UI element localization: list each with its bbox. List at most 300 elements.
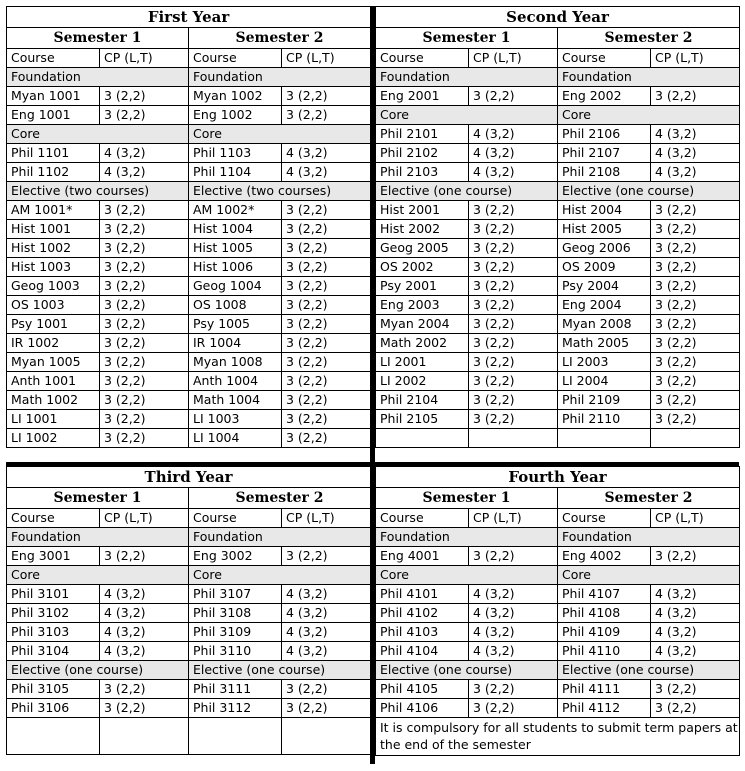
course-code: Math 1002 <box>7 391 100 410</box>
course-code: Phil 3101 <box>7 585 100 604</box>
credit-points: 3 (2,2) <box>100 277 189 296</box>
table-row <box>376 353 740 372</box>
table-row <box>7 699 371 718</box>
table-row <box>376 429 740 448</box>
course-code: Phil 3102 <box>7 604 100 623</box>
semester-title: Semester 2 <box>189 28 371 49</box>
category-label: Foundation <box>189 68 371 87</box>
semester-title: Semester 1 <box>376 28 558 49</box>
course-code: Phil 2109 <box>558 391 651 410</box>
course-code: AM 1001* <box>7 201 100 220</box>
credit-points: 4 (3,2) <box>469 585 558 604</box>
table-row <box>7 163 371 182</box>
credit-points: 3 (2,2) <box>651 680 740 699</box>
category-label: Foundation <box>7 68 189 87</box>
cp-header: CP (L,T) <box>100 49 189 68</box>
credit-points: 3 (2,2) <box>651 220 740 239</box>
credit-points: 3 (2,2) <box>100 699 189 718</box>
table-row <box>376 547 740 566</box>
table-row <box>7 661 371 680</box>
course-code: Eng 2003 <box>376 296 469 315</box>
cp-header: CP (L,T) <box>651 509 740 528</box>
course-code: Phil 4103 <box>376 623 469 642</box>
course-code: Phil 2104 <box>376 391 469 410</box>
course-code: LI 2002 <box>376 372 469 391</box>
credit-points: 4 (3,2) <box>100 163 189 182</box>
credit-points: 3 (2,2) <box>469 239 558 258</box>
course-code: Eng 2002 <box>558 87 651 106</box>
credit-points: 3 (2,2) <box>469 547 558 566</box>
cp-header: CP (L,T) <box>282 49 371 68</box>
course-code: Math 1004 <box>189 391 282 410</box>
curriculum-table <box>6 6 739 764</box>
credit-points: 3 (2,2) <box>651 201 740 220</box>
credit-points: 4 (3,2) <box>469 163 558 182</box>
course-code: LI 1003 <box>189 410 282 429</box>
course-code: Phil 4104 <box>376 642 469 661</box>
credit-points: 3 (2,2) <box>282 201 371 220</box>
category-label: Core <box>7 566 189 585</box>
credit-points: 3 (2,2) <box>651 87 740 106</box>
table-row <box>7 296 371 315</box>
course-code: Phil 4109 <box>558 623 651 642</box>
table-row <box>7 642 371 661</box>
credit-points: 3 (2,2) <box>282 410 371 429</box>
column-header-row <box>376 49 740 68</box>
credit-points: 3 (2,2) <box>282 547 371 566</box>
credit-points: 4 (3,2) <box>282 642 371 661</box>
course-code: Phil 3103 <box>7 623 100 642</box>
course-code: Phil 2102 <box>376 144 469 163</box>
course-code: Hist 2001 <box>376 201 469 220</box>
course-code: Geog 1003 <box>7 277 100 296</box>
credit-points: 4 (3,2) <box>282 585 371 604</box>
table-row <box>7 334 371 353</box>
course-code: Phil 1104 <box>189 163 282 182</box>
credit-points: 3 (2,2) <box>282 334 371 353</box>
table-row <box>7 353 371 372</box>
course-header: Course <box>189 49 282 68</box>
table-row <box>376 566 740 585</box>
empty-cell <box>282 718 371 755</box>
category-label: Elective (one course) <box>7 661 189 680</box>
credit-points: 3 (2,2) <box>282 258 371 277</box>
credit-points: 3 (2,2) <box>651 547 740 566</box>
credit-points: 3 (2,2) <box>100 239 189 258</box>
category-label: Foundation <box>376 528 558 547</box>
cp-header: CP (L,T) <box>469 49 558 68</box>
table-row <box>7 258 371 277</box>
category-label: Core <box>376 566 558 585</box>
course-code: Math 2005 <box>558 334 651 353</box>
course-code: Phil 4102 <box>376 604 469 623</box>
credit-points: 3 (2,2) <box>282 353 371 372</box>
table-row <box>7 429 371 448</box>
credit-points: 3 (2,2) <box>469 277 558 296</box>
credit-points: 3 (2,2) <box>651 410 740 429</box>
credit-points: 3 (2,2) <box>100 547 189 566</box>
credit-points: 3 (2,2) <box>469 334 558 353</box>
semester-title: Semester 1 <box>7 28 189 49</box>
credit-points: 4 (3,2) <box>651 623 740 642</box>
credit-points: 3 (2,2) <box>100 220 189 239</box>
table-row <box>376 182 740 201</box>
credit-points: 3 (2,2) <box>469 391 558 410</box>
category-label: Core <box>558 566 740 585</box>
credit-points: 3 (2,2) <box>100 353 189 372</box>
credit-points: 3 (2,2) <box>469 201 558 220</box>
course-code: Geog 1004 <box>189 277 282 296</box>
column-header-row <box>376 509 740 528</box>
course-code: LI 2001 <box>376 353 469 372</box>
term-paper-note: It is compulsory for all students to submit term papers at the end of the semester <box>376 718 740 756</box>
course-code: OS 1008 <box>189 296 282 315</box>
credit-points: 3 (2,2) <box>100 201 189 220</box>
course-code: Phil 3105 <box>7 680 100 699</box>
course-code: Phil 4106 <box>376 699 469 718</box>
semester-title: Semester 1 <box>376 488 558 509</box>
category-label: Elective (one course) <box>558 182 740 201</box>
semester-title: Semester 2 <box>558 488 740 509</box>
footer-row <box>7 718 371 755</box>
course-code: Eng 4002 <box>558 547 651 566</box>
credit-points: 4 (3,2) <box>282 623 371 642</box>
credit-points: 3 (2,2) <box>651 315 740 334</box>
semester-row <box>7 28 371 49</box>
course-code: Phil 4105 <box>376 680 469 699</box>
credit-points <box>469 429 558 448</box>
table-row <box>376 315 740 334</box>
credit-points: 4 (3,2) <box>651 585 740 604</box>
credit-points: 4 (3,2) <box>469 642 558 661</box>
table-row <box>376 144 740 163</box>
credit-points: 4 (3,2) <box>651 163 740 182</box>
credit-points: 4 (3,2) <box>469 125 558 144</box>
course-code: Myan 1002 <box>189 87 282 106</box>
table-row <box>7 220 371 239</box>
course-code: Phil 4110 <box>558 642 651 661</box>
second-year-table <box>375 6 740 448</box>
credit-points: 3 (2,2) <box>100 258 189 277</box>
course-code: OS 1003 <box>7 296 100 315</box>
column-header-row <box>7 49 371 68</box>
table-row <box>376 163 740 182</box>
credit-points: 3 (2,2) <box>651 239 740 258</box>
credit-points: 3 (2,2) <box>469 410 558 429</box>
course-code: Eng 1001 <box>7 106 100 125</box>
course-code <box>558 429 651 448</box>
course-code: Phil 4108 <box>558 604 651 623</box>
course-header: Course <box>376 509 469 528</box>
empty-cell <box>7 718 100 755</box>
table-row <box>7 604 371 623</box>
course-header: Course <box>376 49 469 68</box>
course-code: Phil 4111 <box>558 680 651 699</box>
credit-points: 3 (2,2) <box>469 372 558 391</box>
category-label: Elective (two courses) <box>7 182 189 201</box>
credit-points: 4 (3,2) <box>469 604 558 623</box>
cp-header: CP (L,T) <box>651 49 740 68</box>
year-title: Third Year <box>7 467 371 488</box>
course-code: Myan 2008 <box>558 315 651 334</box>
credit-points: 3 (2,2) <box>100 315 189 334</box>
credit-points: 3 (2,2) <box>282 372 371 391</box>
credit-points: 4 (3,2) <box>100 604 189 623</box>
empty-cell <box>189 718 282 755</box>
credit-points: 3 (2,2) <box>651 277 740 296</box>
table-row <box>7 201 371 220</box>
table-row <box>376 220 740 239</box>
credit-points: 3 (2,2) <box>469 315 558 334</box>
course-header: Course <box>7 509 100 528</box>
table-row <box>7 239 371 258</box>
semester-row <box>376 28 740 49</box>
credit-points: 4 (3,2) <box>651 144 740 163</box>
fourth-year-table <box>375 466 740 756</box>
table-row <box>7 680 371 699</box>
table-row <box>376 372 740 391</box>
course-code: Hist 2005 <box>558 220 651 239</box>
credit-points: 3 (2,2) <box>282 239 371 258</box>
course-code: Psy 2004 <box>558 277 651 296</box>
course-code: Hist 1004 <box>189 220 282 239</box>
credit-points: 4 (3,2) <box>100 623 189 642</box>
third-year-table <box>6 466 371 755</box>
table-row <box>376 277 740 296</box>
category-label: Elective (two courses) <box>189 182 371 201</box>
course-code: LI 1004 <box>189 429 282 448</box>
credit-points: 3 (2,2) <box>651 699 740 718</box>
credit-points: 3 (2,2) <box>469 296 558 315</box>
table-row <box>376 699 740 718</box>
credit-points: 3 (2,2) <box>100 372 189 391</box>
credit-points: 3 (2,2) <box>282 680 371 699</box>
credit-points: 3 (2,2) <box>100 410 189 429</box>
credit-points: 3 (2,2) <box>100 87 189 106</box>
table-row <box>7 277 371 296</box>
course-code: LI 1002 <box>7 429 100 448</box>
table-row <box>376 106 740 125</box>
credit-points: 3 (2,2) <box>651 372 740 391</box>
table-row <box>7 68 371 87</box>
course-code: Hist 2004 <box>558 201 651 220</box>
semester-row <box>376 488 740 509</box>
course-header: Course <box>558 509 651 528</box>
category-label: Foundation <box>376 68 558 87</box>
credit-points <box>651 429 740 448</box>
credit-points: 3 (2,2) <box>469 220 558 239</box>
course-code: Phil 1102 <box>7 163 100 182</box>
category-label: Foundation <box>558 528 740 547</box>
year-title-row <box>376 7 740 28</box>
category-label: Core <box>376 106 558 125</box>
course-code: Hist 2002 <box>376 220 469 239</box>
table-row <box>376 68 740 87</box>
year-title: First Year <box>7 7 371 28</box>
category-label: Elective (one course) <box>376 661 558 680</box>
credit-points: 4 (3,2) <box>469 144 558 163</box>
category-label: Elective (one course) <box>189 661 371 680</box>
course-code: Phil 2110 <box>558 410 651 429</box>
credit-points: 3 (2,2) <box>100 391 189 410</box>
first-year-table <box>6 6 371 448</box>
category-label: Foundation <box>7 528 189 547</box>
table-row <box>7 144 371 163</box>
course-code: OS 2009 <box>558 258 651 277</box>
category-label: Core <box>189 125 371 144</box>
course-code: Psy 1005 <box>189 315 282 334</box>
credit-points: 3 (2,2) <box>282 296 371 315</box>
course-code: Phil 3106 <box>7 699 100 718</box>
course-code: OS 2002 <box>376 258 469 277</box>
table-row <box>376 604 740 623</box>
category-label: Elective (one course) <box>376 182 558 201</box>
table-row <box>7 547 371 566</box>
footer-row <box>376 718 740 756</box>
course-code: Phil 1101 <box>7 144 100 163</box>
course-header: Course <box>558 49 651 68</box>
course-code: Phil 4101 <box>376 585 469 604</box>
course-header: Course <box>189 509 282 528</box>
credit-points: 4 (3,2) <box>651 125 740 144</box>
cp-header: CP (L,T) <box>100 509 189 528</box>
empty-cell <box>100 718 189 755</box>
course-code: Myan 1005 <box>7 353 100 372</box>
table-row <box>376 239 740 258</box>
credit-points: 3 (2,2) <box>469 699 558 718</box>
category-label: Elective (one course) <box>558 661 740 680</box>
course-code: Phil 2106 <box>558 125 651 144</box>
course-code: LI 1001 <box>7 410 100 429</box>
semester-title: Semester 2 <box>189 488 371 509</box>
semester-title: Semester 1 <box>7 488 189 509</box>
course-code: Hist 1005 <box>189 239 282 258</box>
year-title-row <box>7 7 371 28</box>
credit-points: 3 (2,2) <box>100 429 189 448</box>
table-row <box>376 661 740 680</box>
table-row <box>376 680 740 699</box>
table-row <box>7 182 371 201</box>
course-code: Phil 3110 <box>189 642 282 661</box>
course-code <box>376 429 469 448</box>
course-code: Hist 1003 <box>7 258 100 277</box>
course-code: Myan 2004 <box>376 315 469 334</box>
year-title-row <box>376 467 740 488</box>
credit-points: 3 (2,2) <box>100 334 189 353</box>
course-code: Eng 4001 <box>376 547 469 566</box>
table-row <box>376 296 740 315</box>
semester-title: Semester 2 <box>558 28 740 49</box>
table-row <box>376 334 740 353</box>
credit-points: 3 (2,2) <box>469 258 558 277</box>
table-row <box>376 391 740 410</box>
credit-points: 4 (3,2) <box>282 163 371 182</box>
table-row <box>376 258 740 277</box>
credit-points: 3 (2,2) <box>100 680 189 699</box>
table-row <box>376 87 740 106</box>
course-code: Phil 2105 <box>376 410 469 429</box>
credit-points: 4 (3,2) <box>100 585 189 604</box>
credit-points: 3 (2,2) <box>282 220 371 239</box>
table-row <box>7 623 371 642</box>
course-code: Phil 4107 <box>558 585 651 604</box>
cp-header: CP (L,T) <box>469 509 558 528</box>
credit-points: 3 (2,2) <box>651 258 740 277</box>
course-code: IR 1002 <box>7 334 100 353</box>
credit-points: 3 (2,2) <box>651 353 740 372</box>
table-row <box>7 566 371 585</box>
course-code: AM 1002* <box>189 201 282 220</box>
credit-points: 3 (2,2) <box>282 699 371 718</box>
credit-points: 3 (2,2) <box>651 334 740 353</box>
course-code: Phil 2108 <box>558 163 651 182</box>
year-title: Second Year <box>376 7 740 28</box>
course-code: Phil 3104 <box>7 642 100 661</box>
credit-points: 3 (2,2) <box>469 87 558 106</box>
credit-points: 4 (3,2) <box>100 144 189 163</box>
course-code: Geog 2006 <box>558 239 651 258</box>
table-row <box>376 201 740 220</box>
cp-header: CP (L,T) <box>282 509 371 528</box>
course-code: IR 1004 <box>189 334 282 353</box>
credit-points: 3 (2,2) <box>282 277 371 296</box>
horizontal-divider <box>6 462 739 466</box>
table-row <box>7 391 371 410</box>
course-header: Course <box>7 49 100 68</box>
course-code: Hist 1001 <box>7 220 100 239</box>
category-label: Foundation <box>558 68 740 87</box>
course-code: Eng 3001 <box>7 547 100 566</box>
course-code: Geog 2005 <box>376 239 469 258</box>
course-code: Phil 3111 <box>189 680 282 699</box>
course-code: Phil 2107 <box>558 144 651 163</box>
course-code: Phil 3108 <box>189 604 282 623</box>
course-code: Phil 1103 <box>189 144 282 163</box>
course-code: Psy 2001 <box>376 277 469 296</box>
credit-points: 4 (3,2) <box>651 604 740 623</box>
table-row <box>7 585 371 604</box>
course-code: Phil 2103 <box>376 163 469 182</box>
course-code: Eng 2004 <box>558 296 651 315</box>
course-code: Math 2002 <box>376 334 469 353</box>
table-row <box>376 125 740 144</box>
category-label: Core <box>7 125 189 144</box>
credit-points: 4 (3,2) <box>469 623 558 642</box>
credit-points: 3 (2,2) <box>282 315 371 334</box>
table-row <box>376 623 740 642</box>
year-title-row <box>7 467 371 488</box>
credit-points: 3 (2,2) <box>100 106 189 125</box>
credit-points: 3 (2,2) <box>282 87 371 106</box>
table-row <box>7 125 371 144</box>
credit-points: 4 (3,2) <box>651 642 740 661</box>
course-code: Myan 1008 <box>189 353 282 372</box>
credit-points: 3 (2,2) <box>282 391 371 410</box>
course-code: Eng 1002 <box>189 106 282 125</box>
course-code: Phil 4112 <box>558 699 651 718</box>
course-code: Phil 3112 <box>189 699 282 718</box>
credit-points: 3 (2,2) <box>469 353 558 372</box>
course-code: Phil 3107 <box>189 585 282 604</box>
course-code: Phil 3109 <box>189 623 282 642</box>
category-label: Foundation <box>189 528 371 547</box>
credit-points: 3 (2,2) <box>100 296 189 315</box>
course-code: Anth 1004 <box>189 372 282 391</box>
course-code: Myan 1001 <box>7 87 100 106</box>
category-label: Core <box>558 106 740 125</box>
semester-row <box>7 488 371 509</box>
credit-points: 4 (3,2) <box>282 604 371 623</box>
